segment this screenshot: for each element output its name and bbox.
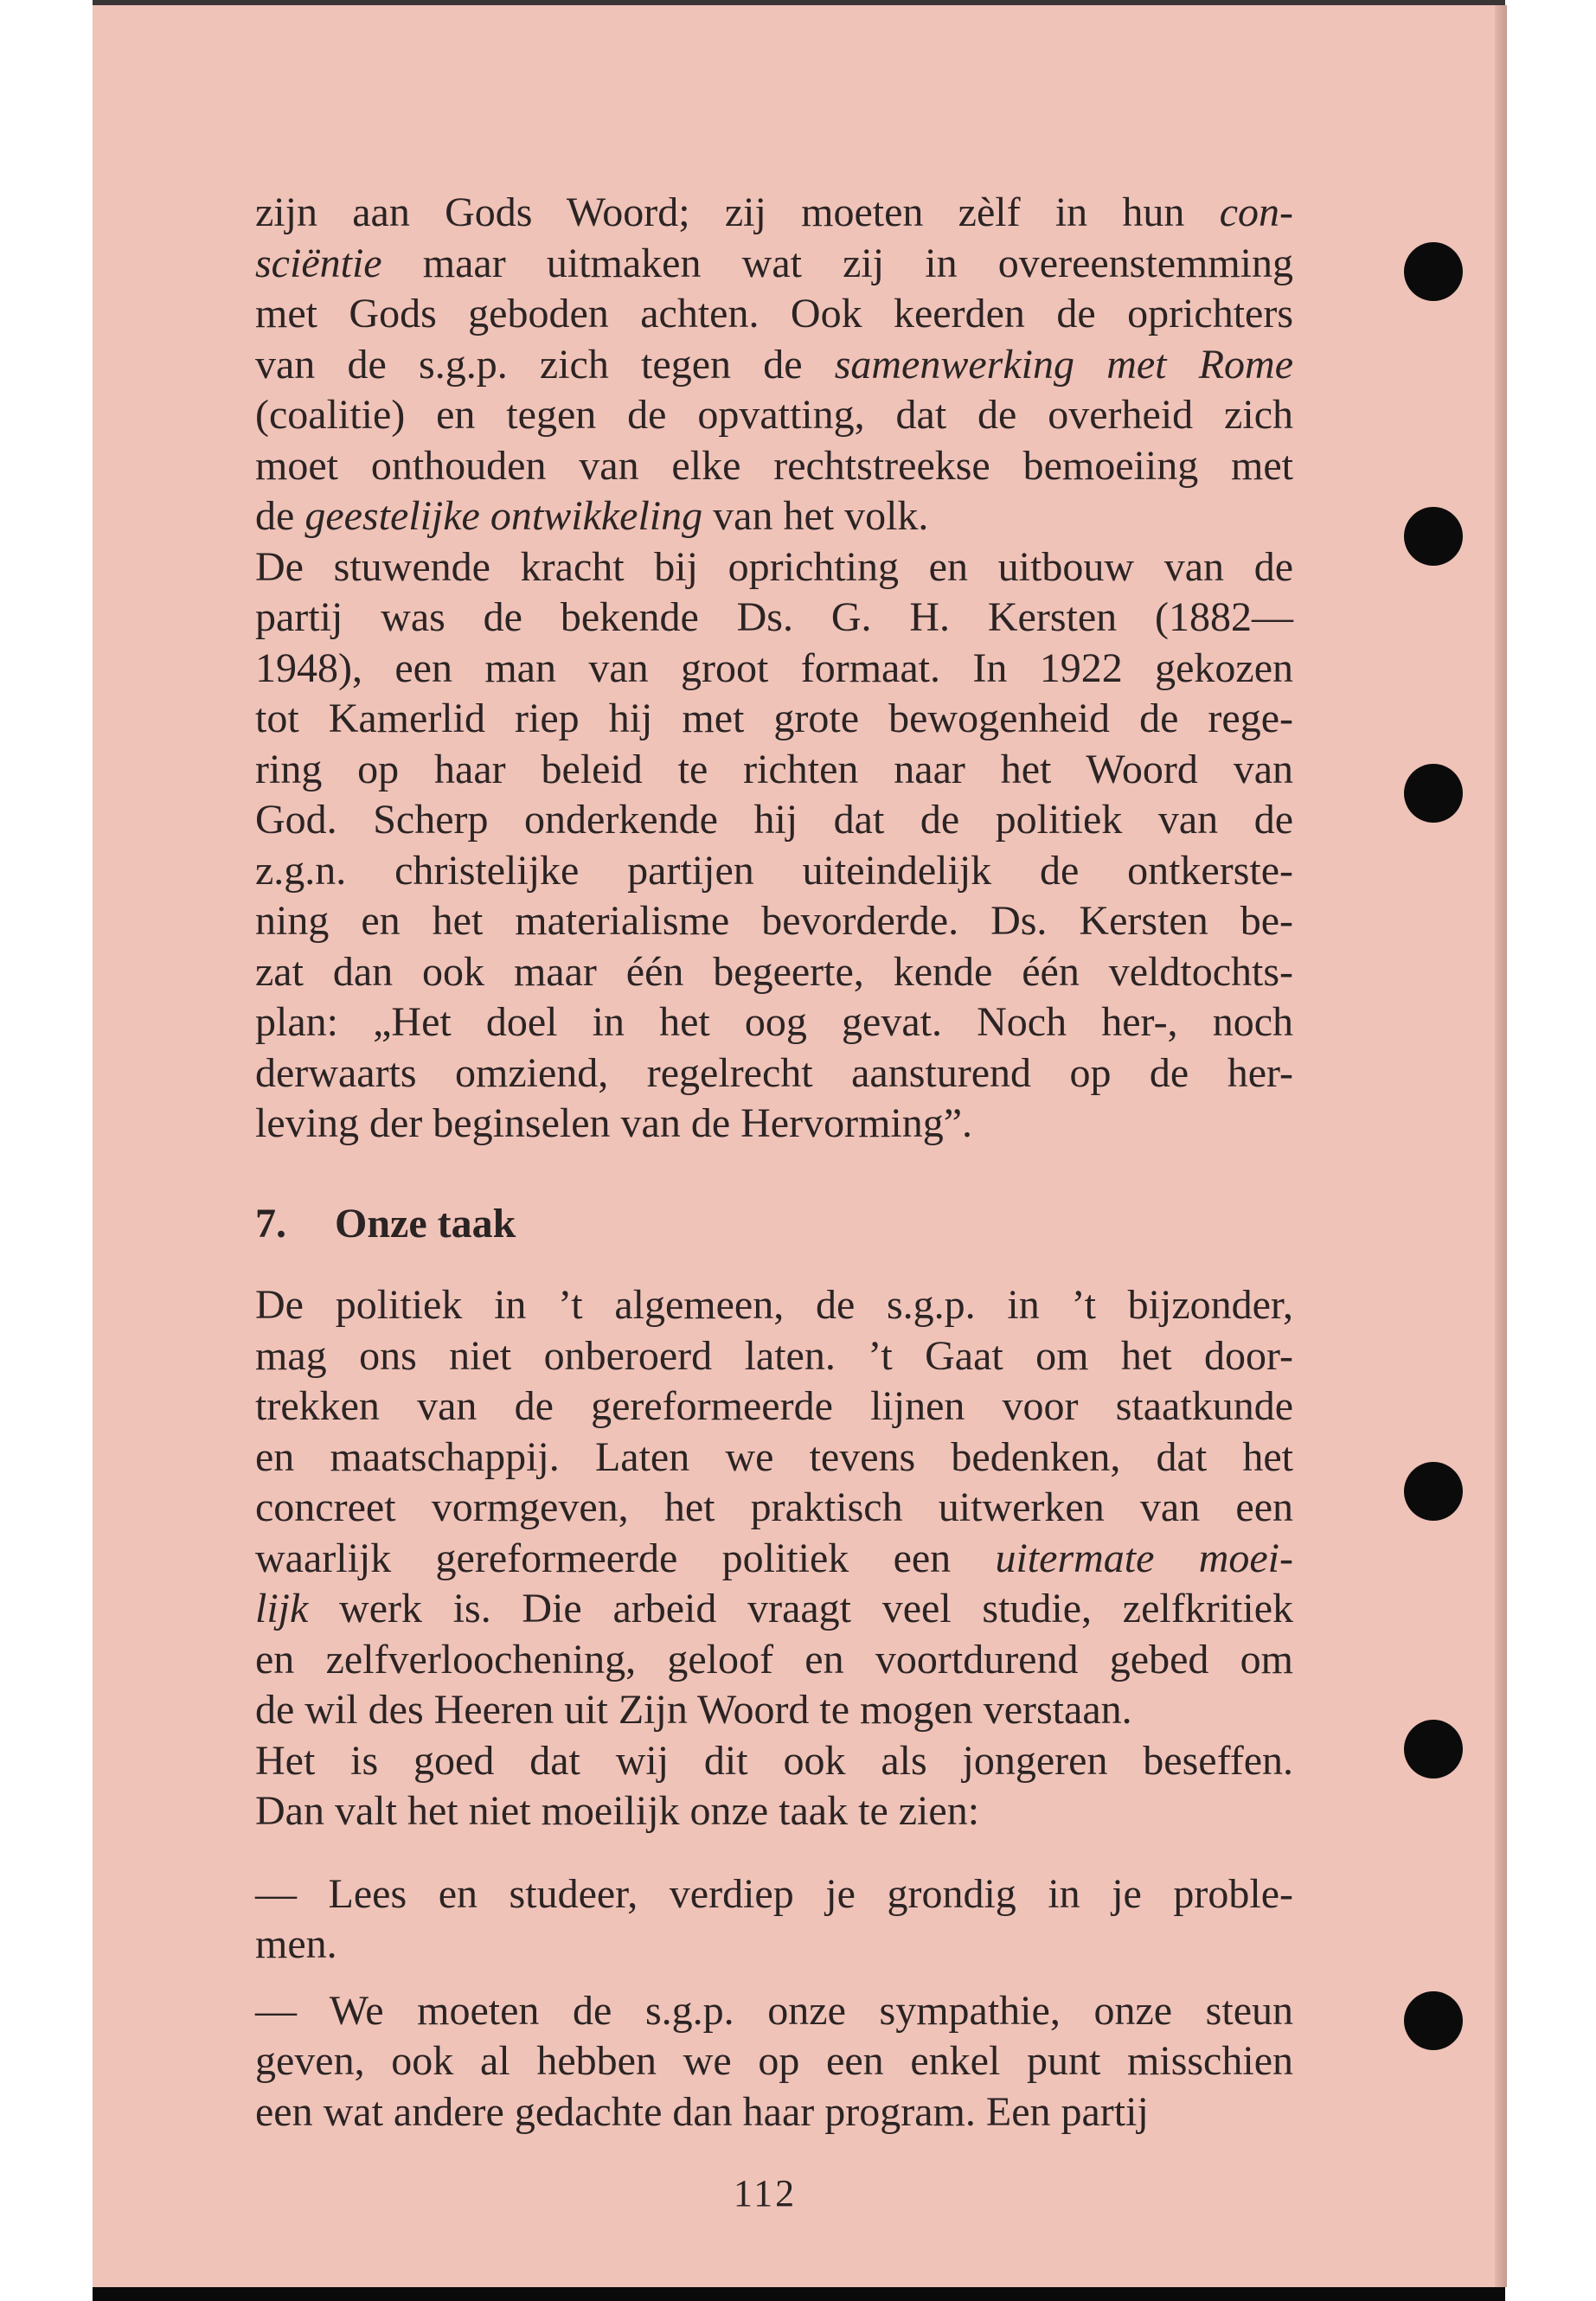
text-line [255,593,1293,644]
text-line [255,644,1293,695]
text-line [255,542,1293,593]
text-run: werk is. Die arbeid vraagt veel studie, zelfkritiek [308,1586,1293,1631]
text-run: mag ons niet onberoerd laten. ’t Gaat om het door- [255,1332,1293,1379]
text-line [255,1381,1293,1433]
section-number: 7. [255,1200,286,1247]
text-line [255,1635,1293,1686]
text-line [255,491,1293,542]
text-line [255,846,1293,897]
text-line [255,1433,1293,1484]
text-run: de [255,493,305,539]
text-run: de wil des Heeren uit Zijn Woord te mogen verstaan. [255,1687,1132,1733]
dash-item [255,1986,1293,2138]
text-run: God. Scherp onderkende hij dat de politiek van de [255,797,1293,843]
page-number: 112 [733,2172,798,2214]
page-edge-shadow [1495,5,1507,2287]
text-run: concreet vormgeven, het praktisch uitwerken van een [255,1484,1293,1530]
text-run: een wat andere gedachte dan haar program. Een partij [255,2088,1149,2135]
binder-hole-icon [1404,764,1463,823]
binder-hole-icon [1404,1720,1463,1779]
text-line [255,896,1293,947]
text-line [255,188,1293,239]
binder-hole-icon [1404,1991,1463,2050]
text-run: leving der beginselen van de Hervorming”. [255,1100,973,1146]
text-line [255,2087,1293,2138]
text-line [255,1099,1293,1150]
text-run: en maatschappij. Laten we tevens bedenken, dat het [255,1433,1293,1480]
text-line [255,1685,1293,1736]
binder-hole-icon [1404,507,1463,566]
scan-bottom-edge [93,2287,1505,2301]
page-body [255,188,1293,2138]
text-run: z.g.n. christelijke partijen uiteindelijk de ontkerste- [255,847,1293,894]
text-line [255,1986,1293,2037]
italic-text: uitermate moei- [995,1535,1294,1581]
text-line [255,1280,1293,1331]
text-run: partij was de bekende Ds. G. H. Kersten (1882— [255,594,1293,640]
dash-item [255,1869,1293,1971]
text-line [255,745,1293,796]
binder-hole-icon [1404,242,1463,301]
text-line [255,239,1293,290]
text-run: en zelfverloochening, geloof en voortdurend gebed om [255,1636,1293,1682]
text-run: De politiek in ’t algemeen, de s.g.p. in ’t bijzonder, [255,1282,1293,1328]
text-run: maar uitmaken wat zij in overeenstemming [381,240,1293,286]
text-line [255,1331,1293,1382]
text-run: — Lees en studeer, verdiep je grondig in je proble- [255,1870,1293,1917]
text-run: ring op haar beleid te richten naar het Woord van [255,746,1293,792]
paragraph [255,542,1293,1150]
paragraph [255,1280,1293,1736]
text-line [255,1920,1293,1971]
italic-text: sciëntie [255,240,382,286]
text-line [255,390,1293,441]
text-run: van het volk. [702,493,929,539]
text-run: — We moeten de s.g.p. onze sympathie, onze steun [255,1987,1293,2034]
section-heading [255,1199,1293,1250]
text-line [255,1869,1293,1920]
text-run: men. [255,1921,337,1967]
text-line [255,997,1293,1048]
text-run: trekken van de gereformeerde lijnen voor staatkunde [255,1383,1293,1429]
text-run: Het is goed dat wij dit ook als jongeren beseffen. [255,1737,1293,1784]
text-line [255,441,1293,492]
text-line [255,1048,1293,1099]
text-run: 1948), een man van groot formaat. In 1922 gekozen [255,644,1293,691]
italic-text: con- [1219,189,1293,235]
italic-text: geestelijke ontwikkeling [304,493,703,539]
text-line [255,1786,1293,1837]
page-number-container [0,2169,1596,2219]
text-run: Dan valt het niet moeilijk onze taak te zien: [255,1788,980,1834]
paragraph [255,1736,1293,1837]
text-run: derwaarts omziend, regelrecht aansturend op de her- [255,1049,1293,1096]
text-run: tot Kamerlid riep hij met grote bewogenheid de rege- [255,695,1293,741]
paragraph [255,188,1293,542]
text-line [255,1736,1293,1787]
text-line [255,795,1293,846]
section-title: Onze taak [335,1200,516,1247]
text-run: ning en het materialisme bevorderde. Ds. Kersten be- [255,898,1293,944]
text-run: (coalitie) en tegen de opvatting, dat de overheid zich [255,392,1293,438]
italic-text: lijk [255,1586,309,1631]
text-run: geven, ook al hebben we op een enkel punt misschien [255,2038,1293,2084]
text-line [255,1483,1293,1534]
text-run: zat dan ook maar één begeerte, kende één veldtochts- [255,948,1293,995]
text-run: zijn aan Gods Woord; zij moeten zèlf in hun [255,189,1220,235]
text-run: van de s.g.p. zich tegen de [255,341,835,388]
text-run: De stuwende kracht bij oprichting en uitbouw van de [255,543,1293,590]
text-run: plan: „Het doel in het oog gevat. Noch her-, noch [255,999,1293,1045]
text-run: waarlijk gereformeerde politiek een [255,1535,996,1581]
text-line [255,289,1293,340]
text-run: met Gods geboden achten. Ook keerden de oprichters [255,291,1293,336]
text-line [255,694,1293,745]
italic-text: samenwerking met Rome [834,341,1293,388]
text-line [255,1534,1293,1585]
text-line [255,340,1293,391]
binder-hole-icon [1404,1462,1463,1521]
text-line [255,2036,1293,2087]
text-line [255,947,1293,998]
text-line [255,1584,1293,1635]
text-run: moet onthouden van elke rechtstreekse bemoeiing met [255,442,1293,489]
